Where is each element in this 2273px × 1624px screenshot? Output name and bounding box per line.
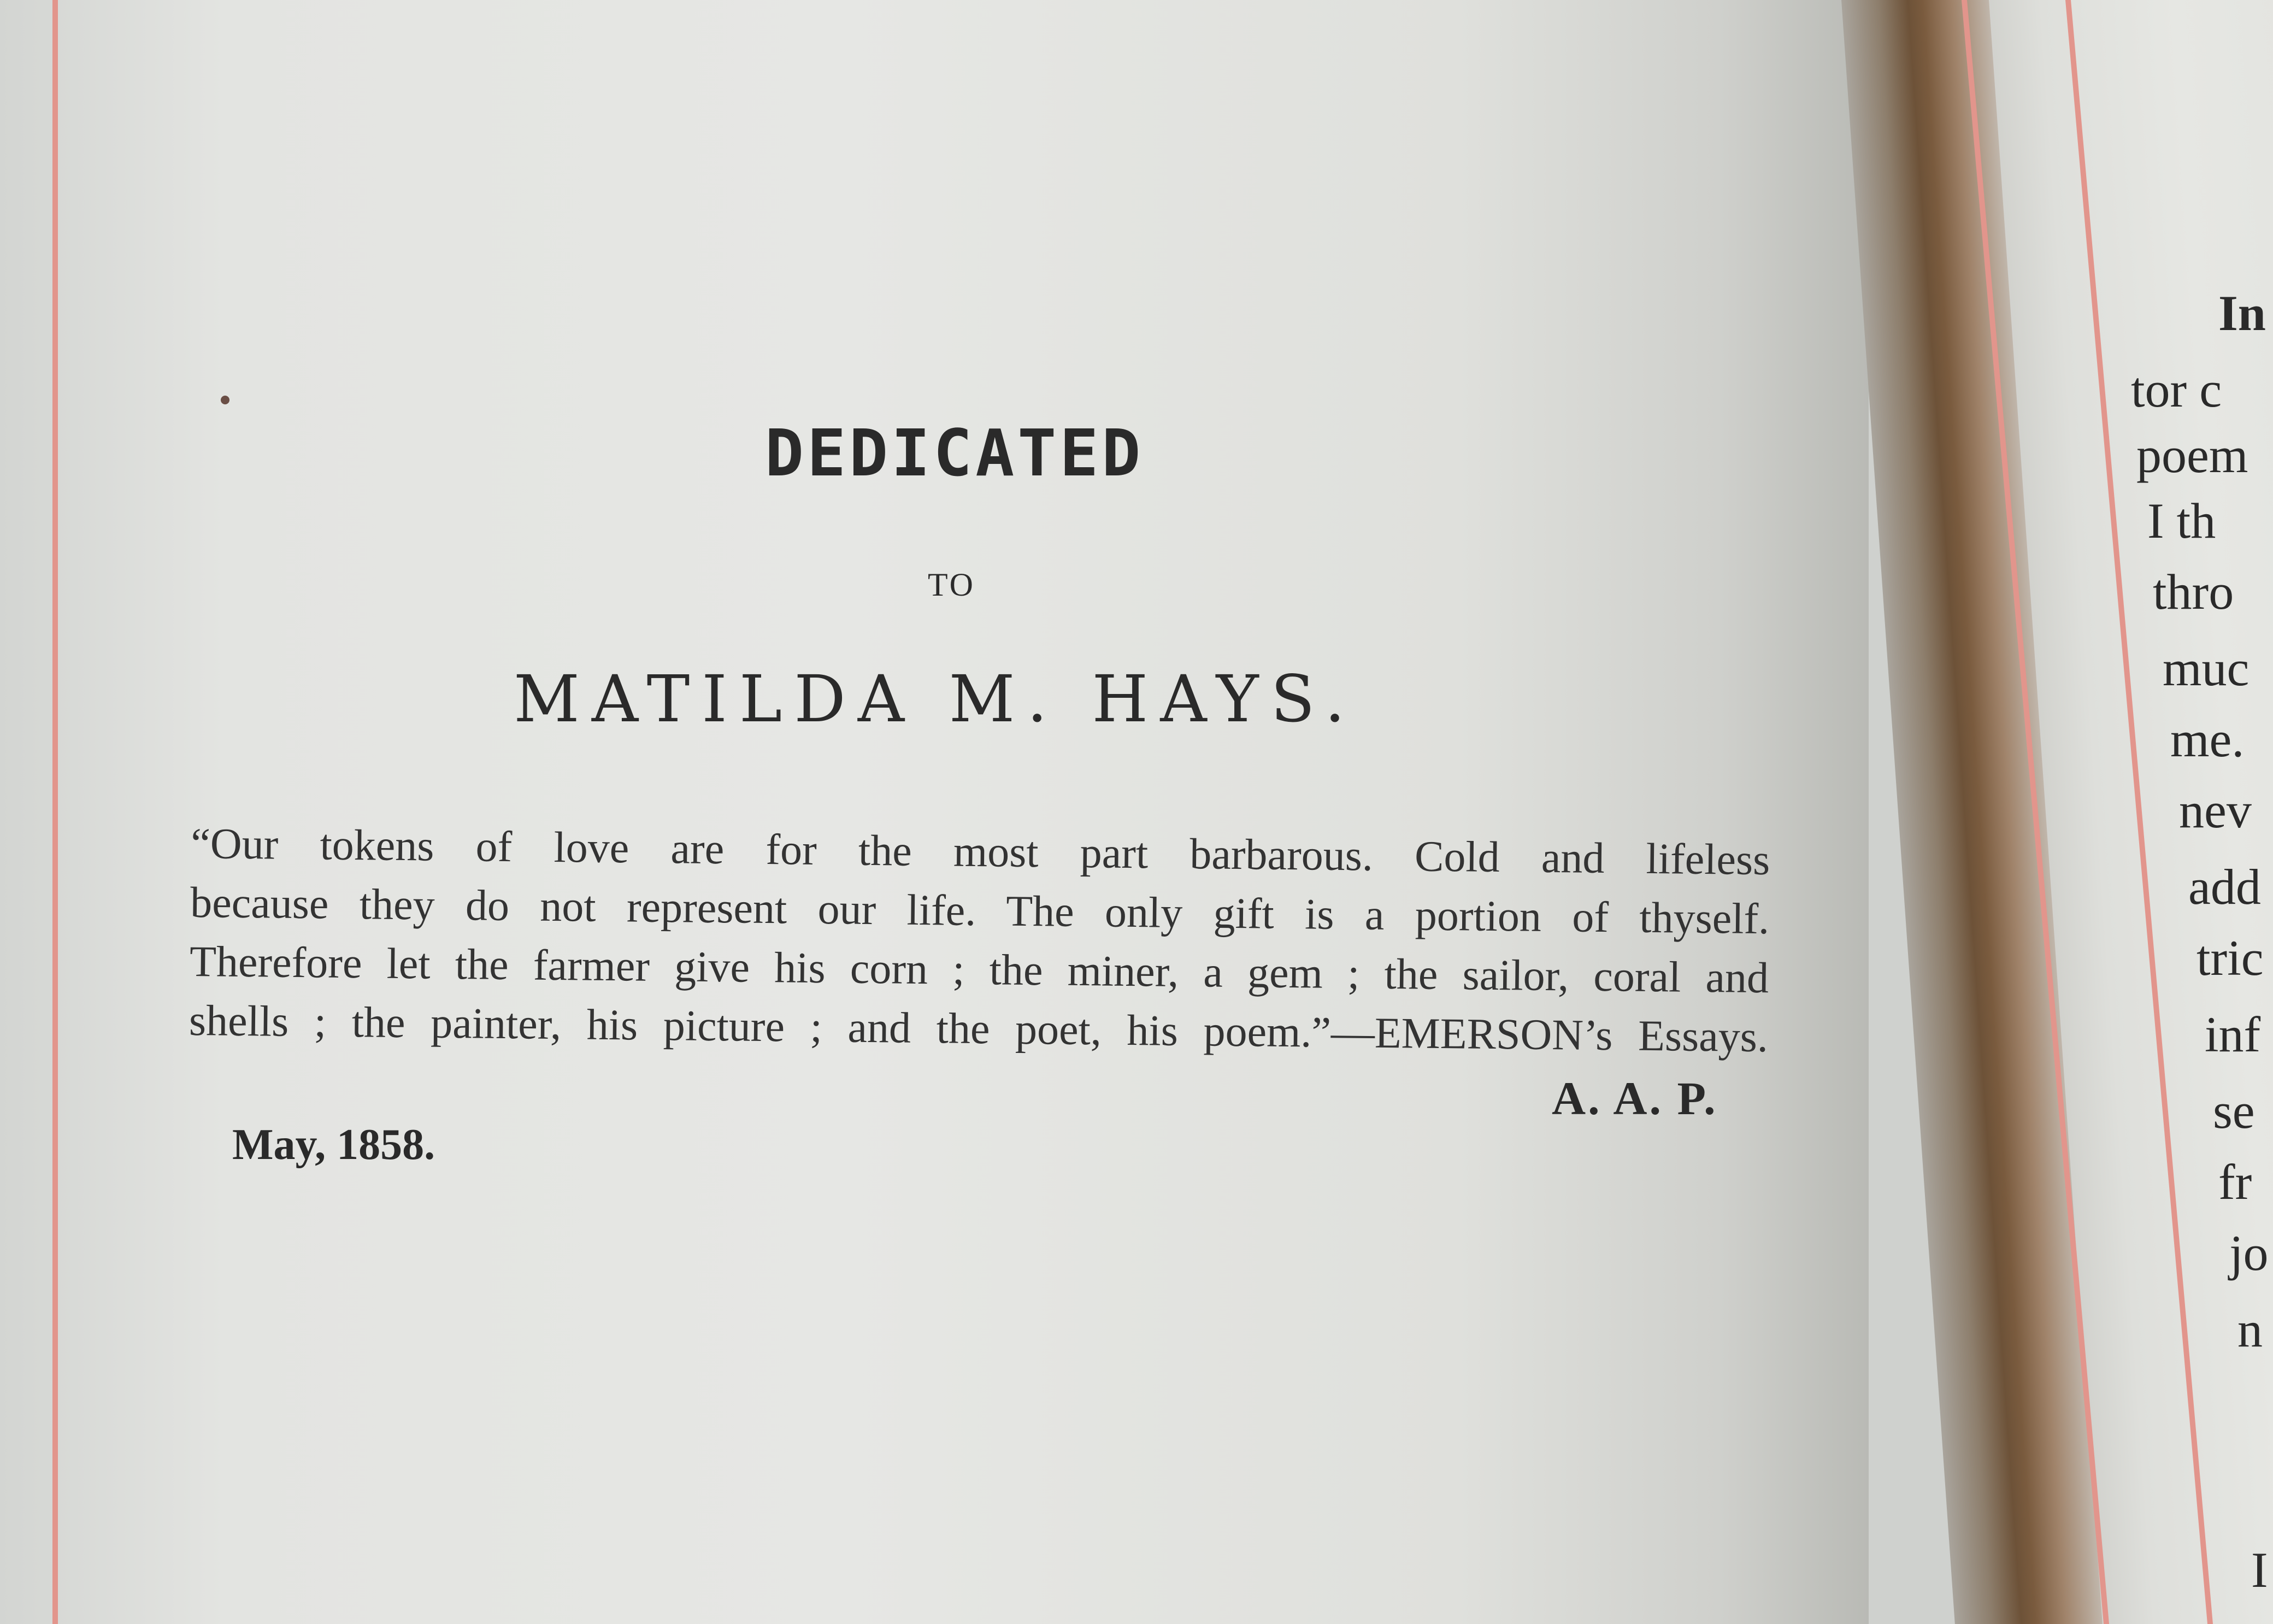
dedicatee-name: MATILDA M. HAYS. <box>514 661 1357 737</box>
ink-speck <box>221 396 229 404</box>
right-page-fragment: add <box>2188 859 2261 915</box>
right-page-fragment: me. <box>2170 711 2245 767</box>
right-page-fragment: tor c <box>2131 362 2222 417</box>
right-page-fragment: In <box>2218 285 2266 341</box>
dedication-heading: DEDICATED <box>765 415 1144 491</box>
right-page-fragment: thro <box>2153 564 2234 620</box>
right-page-fragment: n <box>2237 1302 2263 1357</box>
left-page-red-rule <box>52 0 58 1624</box>
right-page-fragment: jo <box>2229 1225 2269 1281</box>
right-page-fragment: poem <box>2136 427 2248 483</box>
right-page-fragment: nev <box>2179 782 2252 838</box>
dedication-date: May, 1858. <box>232 1121 435 1169</box>
right-page-fragment: fr <box>2218 1154 2252 1210</box>
quote-line: Therefore let the farmer give his corn ; the miner, a gem ; the sailor, coral and <box>189 937 1769 1003</box>
author-initials: A. A. P. <box>1552 1072 1718 1125</box>
emerson-quote <box>189 814 1770 1067</box>
quote-line: “Our tokens of love are for the most part barbarous. Cold and lifeless <box>190 819 1770 885</box>
right-page-fragment: I th <box>2147 493 2216 549</box>
quote-line: because they do not represent our life. The only gift is a portion of thyself. <box>190 878 1770 944</box>
quote-line: shells ; the painter, his picture ; and the poet, his poem.”—EMERSON’s Essays. <box>189 996 1769 1062</box>
right-page-fragment: se <box>2213 1083 2255 1139</box>
right-page-fragment: muc <box>2163 640 2250 696</box>
dedication-to: TO <box>928 567 975 603</box>
right-page-fragment: tric <box>2197 930 2264 986</box>
right-page-fragment: inf <box>2205 1007 2261 1062</box>
right-page-fragment: I <box>2251 1542 2268 1598</box>
